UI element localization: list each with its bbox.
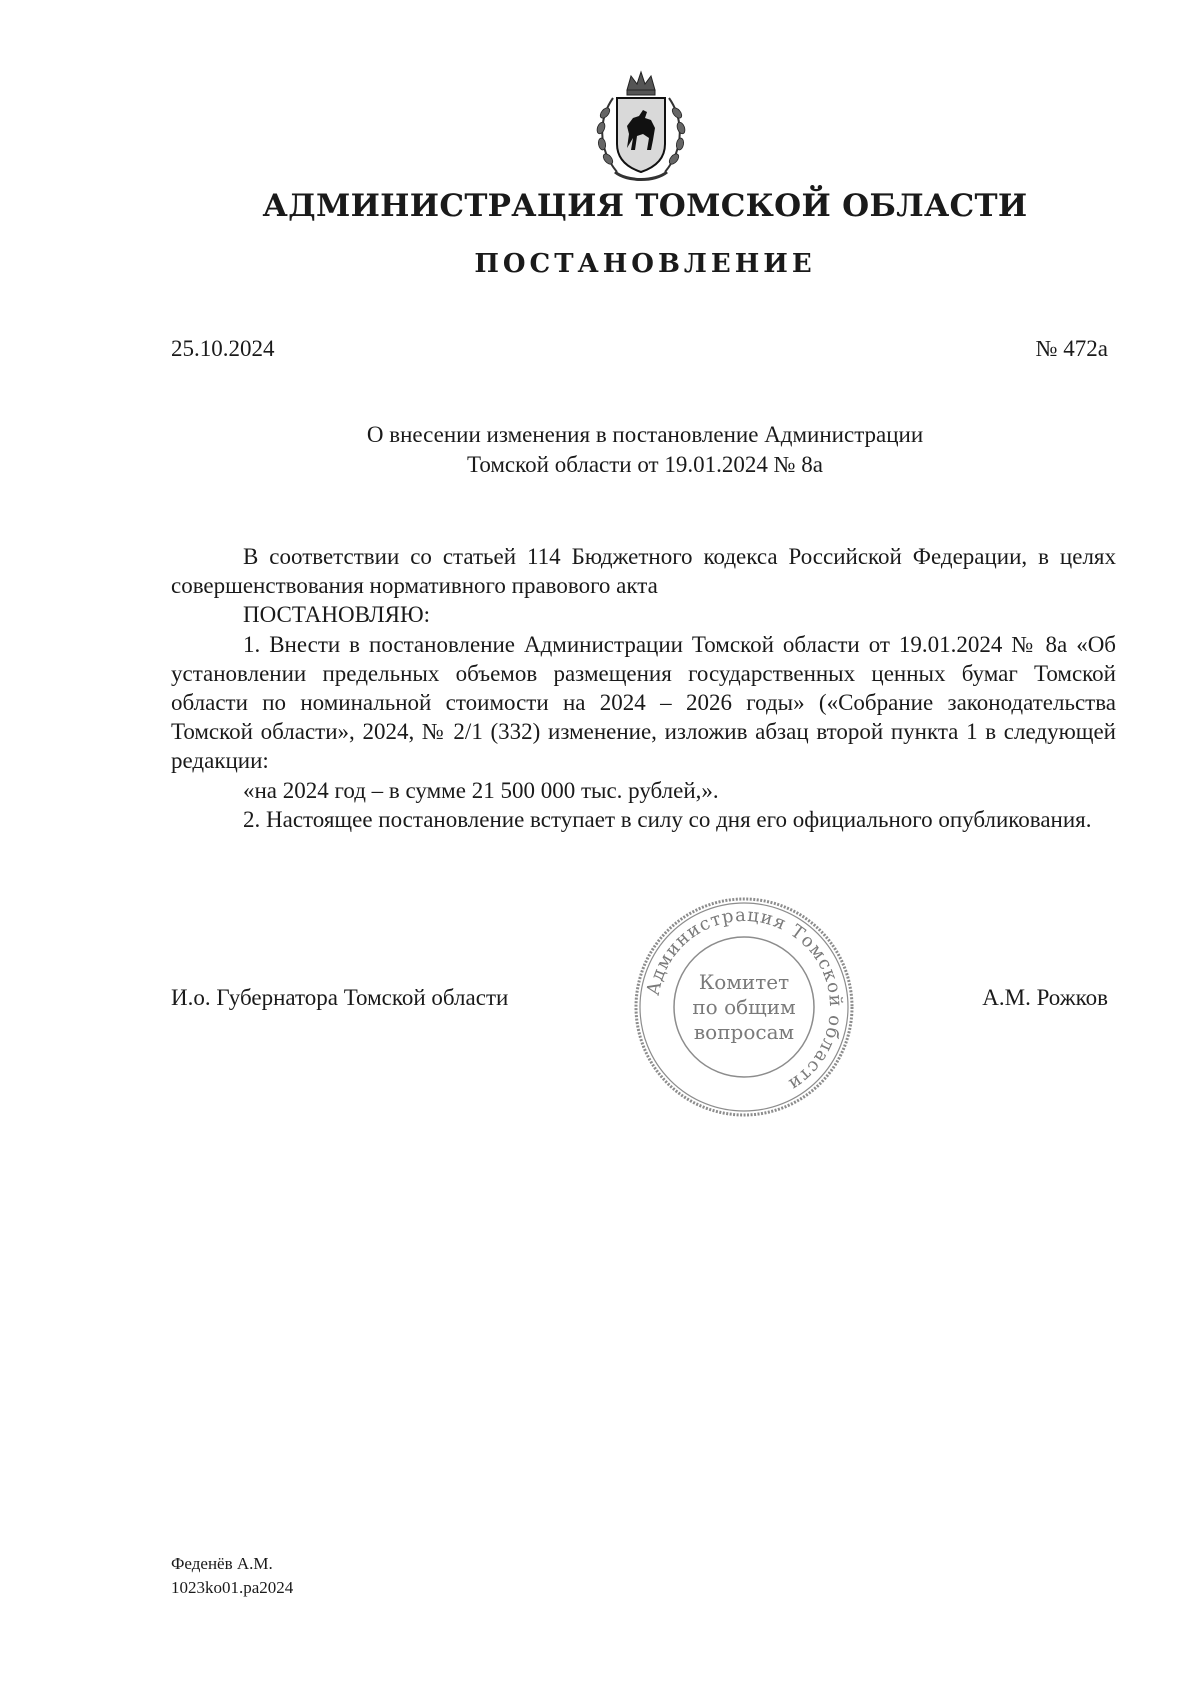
stamp-inner-line-2: по общим: [692, 995, 796, 1019]
file-code: 1023ko01.pa2024: [171, 1578, 294, 1597]
document-footer: [171, 1552, 293, 1600]
document-number: № 472а: [1035, 336, 1108, 361]
resolve-heading: ПОСТАНОВЛЯЮ:: [243, 602, 431, 628]
stamp-inner-line-1: Комитет: [698, 970, 790, 994]
item-1-paragraph: 1. Внести в постановление Администрации Томской области от 19.01.2024 № 8а «Об установлении предельных объемов размещения государственных ценных бумаг Томской области по номинальной стоимости на 2024 – 2026 годы» («Собрание законодательства Томской области», 2024, № 2/1 (332) изменение, изложив абзац второй пункта 1 в следующей редакции:: [171, 631, 1116, 774]
signer-name: А.М. Рожков: [982, 985, 1108, 1010]
preamble-paragraph: В соответствии со статьей 114 Бюджетного кодекса Российской Федерации, в целях совершенствования нормативного правового акта: [171, 544, 1116, 599]
stamp-outer-text: Администрация Томской области: [642, 904, 847, 1096]
document-date: 25.10.2024: [171, 336, 275, 361]
document-type: ПОСТАНОВЛЕНИЕ: [474, 249, 816, 279]
item-2-paragraph: 2. Настоящее постановление вступает в силу со дня его официального опубликования.: [243, 806, 1092, 832]
document-body: [171, 542, 1116, 834]
official-stamp: [630, 893, 858, 1121]
stamp-inner-line-3: вопросам: [693, 1020, 795, 1044]
organization-title: АДМИНИСТРАЦИЯ ТОМСКОЙ ОБЛАСТИ: [262, 188, 1028, 224]
executor-name: Феденёв А.М.: [171, 1554, 273, 1573]
coat-of-arms-emblem: [587, 68, 695, 186]
quoted-amendment: «на 2024 год – в сумме 21 500 000 тыс. рублей,».: [243, 777, 719, 803]
subject-line-1: О внесении изменения в постановление Администрации: [366, 422, 924, 447]
subject-line-2: Томской области от 19.01.2024 № 8а: [467, 452, 823, 477]
document-subject: [0, 420, 1200, 480]
signer-position: И.о. Губернатора Томской области: [171, 985, 509, 1010]
